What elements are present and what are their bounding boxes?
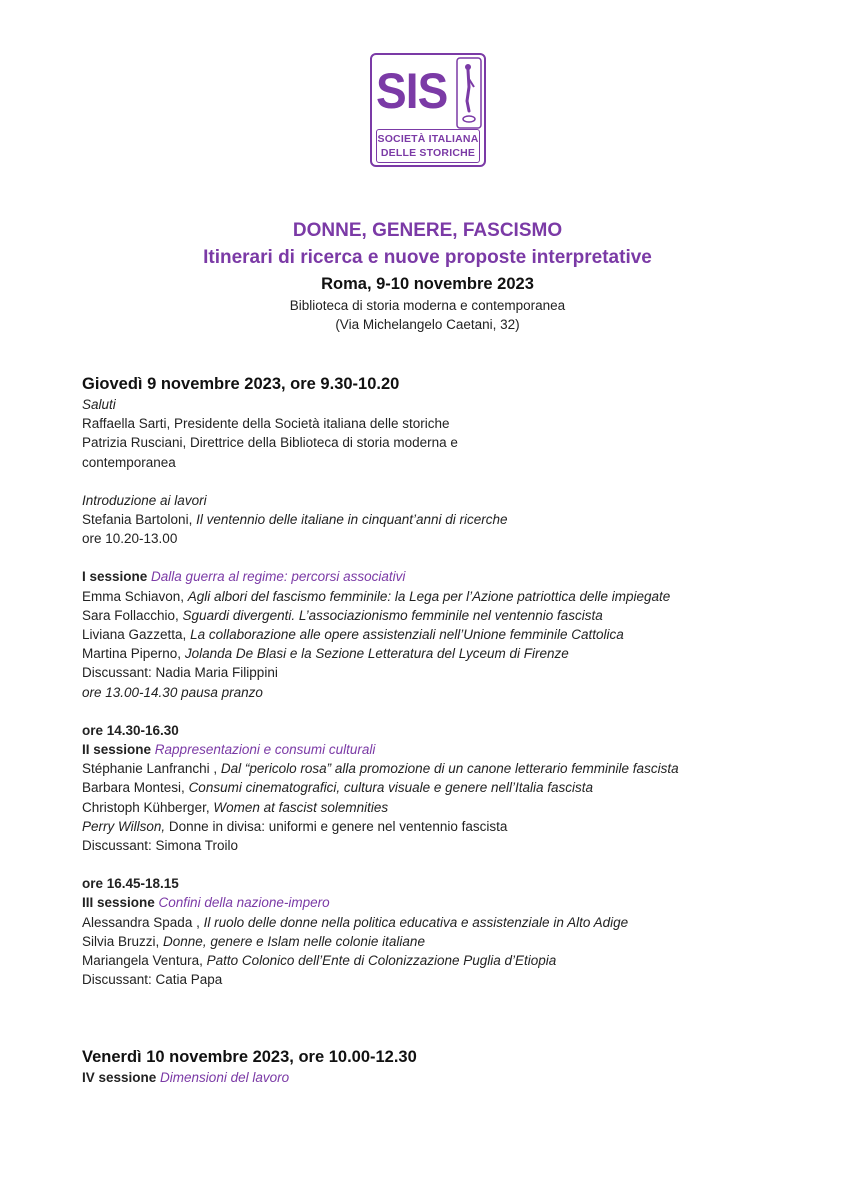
talk-title: Il ruolo delle donne nella politica educativa e assistenziale in Alto Adige <box>203 914 629 930</box>
sis-logo <box>370 53 486 167</box>
session-label: III sessione <box>82 895 159 911</box>
session-label: I sessione <box>82 569 152 585</box>
talk-item <box>82 606 782 625</box>
day1-heading: Giovedì 9 novembre 2023, ore 9.30-10.20 <box>82 375 400 393</box>
logo-acronym: SIS <box>376 63 448 119</box>
talk-author: Mariangela Ventura, <box>82 953 207 969</box>
talk-item <box>82 759 782 778</box>
logo-line-2: DELLE STORICHE <box>380 147 476 159</box>
session-3-time: ore 16.45-18.15 <box>82 876 179 892</box>
talk-title: Agli albori del fascismo femminile: la Lega per l’Azione patriottica delle impiegate <box>187 588 671 604</box>
talk-author: Liviana Gazzetta, <box>82 627 191 643</box>
discussant: Discussant: Catia Papa <box>82 972 223 988</box>
talk-author: Barbara Montesi, <box>82 780 189 796</box>
talk-item <box>82 913 782 932</box>
talk-author: Christoph Kühberger, <box>82 799 214 815</box>
discussant: Discussant: Simona Troilo <box>82 838 239 854</box>
event-venue: Biblioteca di storia moderna e contemporanea <box>289 298 566 313</box>
talk-item <box>82 625 782 644</box>
talk-item <box>82 798 782 817</box>
session-title: Dimensioni del lavoro <box>160 1070 290 1086</box>
talk-item <box>82 951 782 970</box>
session-4-heading <box>82 1068 782 1087</box>
saluti-line: Raffaella Sarti, Presidente della Società italiana delle storiche <box>82 416 450 432</box>
session-3-heading <box>82 893 782 912</box>
day2-heading: Venerdì 10 novembre 2023, ore 10.00-12.30 <box>82 1048 417 1067</box>
talk-item <box>82 932 782 951</box>
session-2-heading <box>82 740 782 759</box>
intro-label: Introduzione ai lavori <box>82 492 207 508</box>
discussant: Discussant: Nadia Maria Filippini <box>82 665 278 681</box>
talk-title: Dal “pericolo rosa” alla promozione di un canone letterario femminile fascista <box>220 761 679 777</box>
event-subtitle: Itinerari di ricerca e nuove proposte interpretative <box>203 247 652 268</box>
intro-time: ore 10.20-13.00 <box>82 531 178 547</box>
session-title: Dalla guerra al regime: percorsi associativi <box>151 569 406 585</box>
talk-author: Alessandra Spada , <box>82 914 204 930</box>
talk-title: Donne in divisa: uniformi e genere nel ventennio fascista <box>165 818 508 834</box>
intro-talk <box>82 510 782 529</box>
session-2-time: ore 14.30-16.30 <box>82 722 179 738</box>
talk-author: Perry Willson, <box>82 818 166 834</box>
talk-author: Silvia Bruzzi, <box>82 933 164 949</box>
talk-item <box>82 778 782 797</box>
talk-author: Emma Schiavon, <box>82 588 188 604</box>
talk-title: Patto Colonico dell’Ente di Colonizzazione Puglia d’Etiopia <box>206 953 557 969</box>
talk-title: Jolanda De Blasi e la Sezione Letteratura del Lyceum di Firenze <box>184 646 569 662</box>
diver-figure-icon <box>456 57 482 129</box>
session-title: Rappresentazioni e consumi culturali <box>154 742 376 758</box>
event-date: Roma, 9-10 novembre 2023 <box>321 275 534 293</box>
talk-item <box>82 587 782 606</box>
talk-author: Stefania Bartoloni, <box>82 512 197 528</box>
event-address: (Via Michelangelo Caetani, 32) <box>335 317 520 332</box>
talk-author: Stéphanie Lanfranchi , <box>82 761 221 777</box>
talk-title: Women at fascist solemnities <box>213 799 389 815</box>
talk-title: Consumi cinematografici, cultura visuale e genere nell’Italia fascista <box>188 780 594 796</box>
saluti-label: Saluti <box>82 397 116 412</box>
talk-author: Sara Follacchio, <box>82 607 183 623</box>
logo-line-1: SOCIETÀ ITALIANA <box>377 133 479 145</box>
talk-item <box>82 644 782 663</box>
program <box>82 373 782 1088</box>
talk-item <box>82 817 782 836</box>
event-title: DONNE, GENERE, FASCISMO <box>292 220 563 241</box>
lunch-break: ore 13.00-14.30 pausa pranzo <box>82 684 263 700</box>
session-label: II sessione <box>82 742 155 758</box>
talk-title: La collaborazione alle opere assistenziali nell’Unione femminile Cattolica <box>190 627 624 643</box>
talk-author: Martina Piperno, <box>82 646 185 662</box>
session-label: IV sessione <box>82 1070 161 1086</box>
talk-title: Il ventennio delle italiane in cinquant’anni di ricerche <box>196 512 508 528</box>
talk-title: Sguardi divergenti. L’associazionismo femminile nel ventennio fascista <box>182 607 603 623</box>
session-1-heading <box>82 567 782 586</box>
logo-name-box <box>376 129 480 163</box>
saluti-line: Patrizia Rusciani, Direttrice della Biblioteca di storia moderna e contemporanea <box>82 435 458 470</box>
talk-title: Donne, genere e Islam nelle colonie italiane <box>163 933 425 949</box>
session-title: Confini della nazione-impero <box>158 895 330 911</box>
